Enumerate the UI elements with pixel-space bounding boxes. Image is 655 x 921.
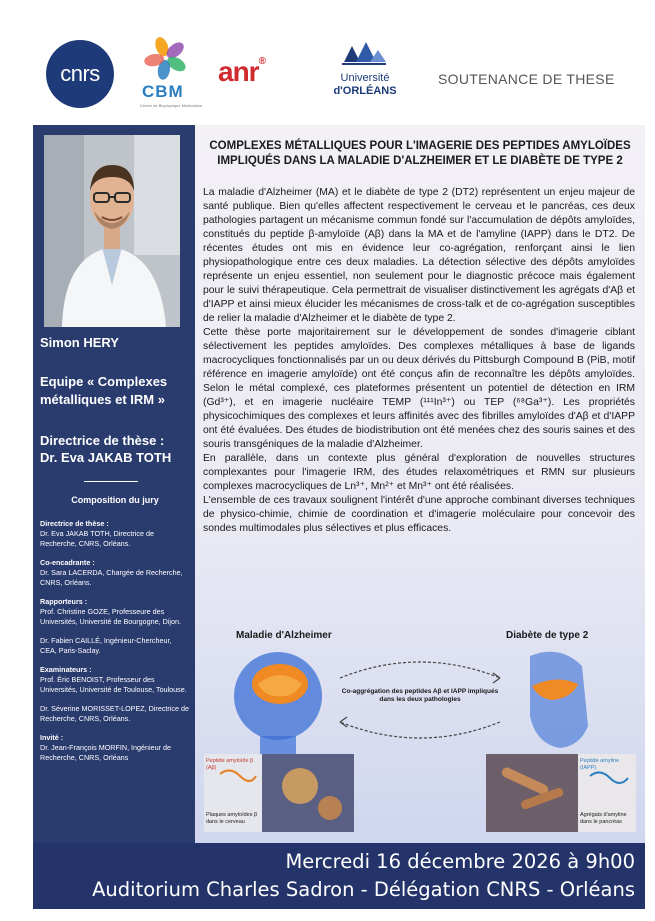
figure-label-agregats: Agrégats d'amyline dans le pancréas	[580, 812, 627, 825]
figure-label-peptide-ab: Peptide amyloïde β (Aβ)	[206, 758, 254, 771]
universite-orleans-line1: Université	[340, 72, 390, 84]
cbm-logo	[138, 36, 203, 110]
jury-group	[40, 519, 190, 549]
registered-icon: ®	[258, 56, 265, 67]
jury-role: Invité :	[40, 733, 64, 742]
footer-place: Auditorium Charles Sadron - Délégation CNRS - Orléans	[92, 878, 635, 901]
universite-orleans-logo	[330, 40, 400, 104]
jury-group	[40, 665, 190, 695]
universite-orleans-mark-icon	[342, 40, 386, 66]
illustration-graphic	[200, 626, 640, 836]
jury-role: Examinateurs :	[40, 665, 92, 674]
figure-center-note: Co-aggrégation des peptides Aβ et IAPP impliqués dans les deux pathologies	[341, 688, 499, 703]
cnrs-logo-text: cnrs	[60, 61, 100, 86]
anr-logo-text: anr	[218, 56, 259, 87]
jury-group	[40, 597, 190, 627]
figure-right-title: Diabète de type 2	[506, 630, 589, 641]
soutenance-label: SOUTENANCE DE THESE	[438, 71, 615, 87]
figure-left-title: Maladie d'Alzheimer	[236, 630, 332, 641]
thesis-title-line1: COMPLEXES MÉTALLIQUES POUR L'IMAGERIE DES PEPTIDES AMYLOÏDES	[209, 140, 631, 152]
thesis-title-line2: IMPLIQUÉS DANS LA MALADIE D'ALZHEIMER ET LE DIABÈTE DE TYPE 2	[217, 155, 623, 167]
director-title: Directrice de thèse :	[40, 433, 165, 448]
abstract-paragraph: Cette thèse porte majoritairement sur le développement de sondes d'imagerie ciblant sélectivement les peptides amyloïdes. Des complexes métalliques à base de ligands macrocycliques fonctionnalisés par un ou deux dérivés du Pittsburgh Compound B (PiB, motif référence en imagerie amyloïde) ont été conçus afin de reconnaître les dépôts amyloïdes. Selon le métal complexé, ces plateformes présentent un potentiel de détection en IRM (Gd³⁺), et en imagerie nucléaire TEMP (¹¹¹In³⁺) ou TEP (⁶⁸Ga³⁺). Les propriétés physicochimiques des complexes et leurs affinités avec des fibrilles amyloïdes d'Aβ et d'IAPP ont été évaluées. Des études de biodistribution ont été menées chez des souris saines et des souris transgéniques de la maladie d'Alzheimer.	[203, 327, 635, 450]
cbm-petals-icon	[144, 36, 188, 80]
header	[0, 0, 655, 118]
abstract-paragraph: L'ensemble de ces travaux soulignent l'intérêt d'une approche combinant diverses techniques de physico-chimie, chimie de coordination et d'imagerie moléculaire pour concevoir des sondes multimodales plus sélectives et plus efficaces.	[203, 495, 635, 534]
jury-title: Composition du jury	[71, 495, 159, 505]
jury-group	[40, 704, 190, 724]
director-name: Dr. Eva JAKAB TOTH	[40, 450, 172, 465]
thesis-abstract	[203, 186, 635, 536]
candidate-team: Equipe « Complexes métalliques et IRM »	[40, 374, 168, 407]
jury-list	[40, 519, 190, 772]
jury-member: Prof. Christine GOZE, Professeure des Universités, Université de Bourgogne, Dijon.	[40, 607, 182, 626]
figure-label-plaques: Plaques amyloïdes β dans le cerveau	[206, 812, 258, 825]
thesis-title	[195, 139, 645, 169]
universite-orleans-line2: d'ORLÉANS	[333, 85, 397, 97]
jury-group	[40, 558, 190, 588]
anr-logo	[218, 56, 265, 88]
jury-member: Dr. Sara LACERDA, Chargée de Recherche, CNRS, Orléans.	[40, 568, 183, 587]
jury-member: Dr. Eva JAKAB TOTH, Directrice de Recherche, CNRS, Orléans.	[40, 529, 154, 548]
candidate-portrait-icon	[44, 135, 180, 327]
jury-group	[40, 733, 190, 763]
abstract-paragraph: La maladie d'Alzheimer (MA) et le diabète de type 2 (DT2) représentent un enjeu majeur de santé publique. Bien qu'elles affectent respectivement le cerveau et le pancréas, ces deux pathologies partagent un mécanisme commun fondé sur l'accumulation de dépôts amyloïdes, constitués du peptide β-amyloïde (Aβ) dans la MA et de l'amyline (IAPP) dans le DT2. De récentes études ont mis en évidence leur co-agrégation, renforçant ainsi le lien physiopathologique entre ces deux maladies. La détection sélective des dépôts amyloïdes représente un enjeu essentiel, non seulement pour le diagnostic précoce mais également pour le suivi thérapeutique. Cela permettrait de visualiser distinctivement les agrégats d'Aβ et d'IAPP et ainsi mieux élucider les mécanismes de cross-talk et de co-agrégation susceptibles de relier la maladie d'Alzheimer et le diabète de type 2.	[203, 187, 635, 324]
abstract-paragraph: En parallèle, dans un contexte plus général d'exploration de nouvelles structures complexantes pour l'imagerie IRM, des études relaxométriques et RMN sur plusieurs complexes macrocycliques de Ln³⁺, Mn²⁺ et Mn³⁺ ont été réalisées.	[203, 453, 635, 492]
footer-date: Mercredi 16 décembre 2026 à 9h00	[285, 850, 635, 873]
jury-group	[40, 636, 190, 656]
cbm-logo-subtext: Centre de Biophysique Moléculaire	[140, 103, 203, 108]
jury-member: Dr. Séverine MORISSET-LOPEZ, Directrice de Recherche, CNRS, Orléans.	[40, 704, 189, 723]
candidate-photo	[44, 135, 180, 327]
sidebar-divider	[84, 481, 138, 482]
jury-role: Rapporteurs :	[40, 597, 88, 606]
cnrs-logo	[46, 40, 114, 108]
jury-role: Directrice de thèse :	[40, 519, 109, 528]
jury-member: Dr. Fabien CAILLÉ, Ingénieur-Chercheur, CEA, Paris-Saclay.	[40, 636, 172, 655]
illustration	[200, 626, 640, 836]
cbm-logo-text: CBM	[142, 82, 184, 101]
figure-label-peptide-amyline: Peptide amyline (IAPP)	[580, 758, 620, 771]
jury-role: Co-encadrante :	[40, 558, 95, 567]
candidate-name: Simon HERY	[40, 335, 119, 350]
jury-member: Dr. Jean-François MORFIN, Ingénieur de Recherche, CNRS, Orléans	[40, 743, 172, 762]
jury-member: Prof. Éric BENOIST, Professeur des Universités, Université de Toulouse, Toulouse.	[40, 675, 187, 694]
